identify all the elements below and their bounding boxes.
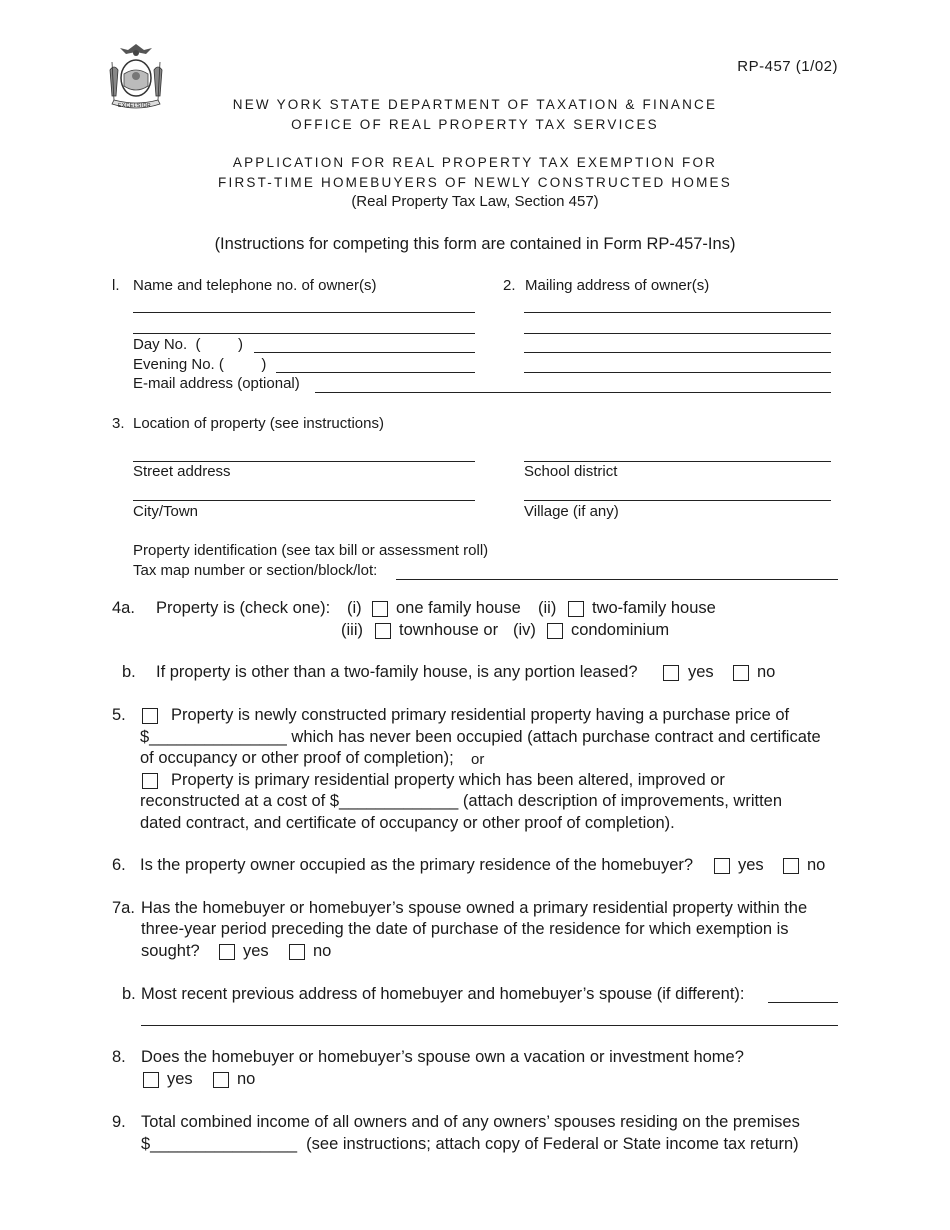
q4b-label: If property is other than a two-family house, is any portion leased? xyxy=(156,663,638,681)
q7b-label: Most recent previous address of homebuyer and homebuyer’s spouse (if different): xyxy=(141,985,745,1003)
q7b-number: b. xyxy=(122,985,136,1003)
owner-name-line-2[interactable] xyxy=(133,333,475,334)
vacation-home-no-checkbox[interactable] xyxy=(213,1072,229,1088)
q9-line-2: $________________ (see instructions; attach copy of Federal or State income tax return) xyxy=(141,1135,799,1153)
leased-yes-checkbox[interactable] xyxy=(663,665,679,681)
q5-b-line-1: Property is primary residential property which has been altered, improved or xyxy=(171,771,725,789)
school-district-line[interactable] xyxy=(524,461,831,462)
city-town-line[interactable] xyxy=(133,500,475,501)
q3-label: Location of property (see instructions) xyxy=(133,415,384,432)
townhouse-checkbox[interactable] xyxy=(375,623,391,639)
condominium-label: condominium xyxy=(571,621,670,639)
q8-number: 8. xyxy=(112,1048,126,1066)
school-district-label: School district xyxy=(524,463,618,480)
q5-a-line-2: $_______________ which has never been occupied (attach purchase contract and certificate xyxy=(140,728,821,746)
village-label: Village (if any) xyxy=(524,503,619,520)
property-id-label: Property identification (see tax bill or assessment roll) xyxy=(133,542,489,559)
q4a-ii: (ii) xyxy=(538,599,557,617)
q5-a-line-3: of occupancy or other proof of completion); xyxy=(140,749,454,767)
one-family-house-checkbox[interactable] xyxy=(372,601,388,617)
previous-address-line-1[interactable] xyxy=(768,1002,838,1003)
mailing-address-line-3[interactable] xyxy=(524,352,831,353)
q7a-line-2: three-year period preceding the date of purchase of the residence for which exemption is xyxy=(141,920,789,938)
leased-no-label: no xyxy=(757,663,776,681)
q5-b-line-2: reconstructed at a cost of $_____________ (attach description of improvements, written xyxy=(140,792,783,810)
owner-occupied-no-label: no xyxy=(807,856,826,874)
email-line[interactable] xyxy=(315,392,831,393)
email-label: E-mail address (optional) xyxy=(133,375,300,392)
q7a-line-3: sought? xyxy=(141,942,200,960)
day-phone-line[interactable] xyxy=(254,352,475,353)
street-address-line[interactable] xyxy=(133,461,475,462)
q3-number: 3. xyxy=(112,415,125,432)
evening-phone-label: Evening No. ( ) xyxy=(133,356,267,373)
one-family-house-label: one family house xyxy=(396,599,521,617)
evening-phone-line[interactable] xyxy=(276,372,475,373)
owner-occupied-no-checkbox[interactable] xyxy=(783,858,799,874)
q9-number: 9. xyxy=(112,1113,126,1131)
q5-or: or xyxy=(471,751,485,768)
q7a-line-1: Has the homebuyer or homebuyer’s spouse owned a primary residential property within the xyxy=(141,899,808,917)
two-family-house-label: two-family house xyxy=(592,599,716,617)
vacation-home-no-label: no xyxy=(237,1070,256,1088)
leased-no-checkbox[interactable] xyxy=(733,665,749,681)
owner-name-line-1[interactable] xyxy=(133,312,475,313)
q6-number: 6. xyxy=(112,856,126,874)
q4a-iii: (iii) xyxy=(341,621,363,639)
townhouse-label: townhouse or xyxy=(399,621,499,639)
form-id: RP-457 (1/02) xyxy=(737,58,838,75)
leased-yes-label: yes xyxy=(688,663,714,681)
q1-number: l. xyxy=(112,277,120,294)
prior-owned-yes-checkbox[interactable] xyxy=(219,944,235,960)
q7a-number: 7a. xyxy=(112,899,135,917)
tax-map-label: Tax map number or section/block/lot: xyxy=(133,562,378,579)
condominium-checkbox[interactable] xyxy=(547,623,563,639)
q5-b-line-3: dated contract, and certificate of occupancy or other proof of completion). xyxy=(140,814,675,832)
q2-label: Mailing address of owner(s) xyxy=(525,277,710,294)
q4b-number: b. xyxy=(122,663,136,681)
day-phone-label: Day No. ( ) xyxy=(133,336,244,353)
q4a-i: (i) xyxy=(347,599,362,617)
vacation-home-yes-checkbox[interactable] xyxy=(143,1072,159,1088)
mailing-address-line-2[interactable] xyxy=(524,333,831,334)
owner-occupied-yes-checkbox[interactable] xyxy=(714,858,730,874)
form-title-2: FIRST-TIME HOMEBUYERS OF NEWLY CONSTRUCTED HOMES xyxy=(218,175,732,190)
vacation-home-yes-label: yes xyxy=(167,1070,193,1088)
altered-improved-checkbox[interactable] xyxy=(142,773,158,789)
q2-number: 2. xyxy=(503,277,516,294)
q6-label: Is the property owner occupied as the primary residence of the homebuyer? xyxy=(140,856,694,874)
tax-map-line[interactable] xyxy=(396,579,838,580)
form-title-1: APPLICATION FOR REAL PROPERTY TAX EXEMPTION FOR xyxy=(232,155,718,170)
city-town-label: City/Town xyxy=(133,503,199,520)
newly-constructed-checkbox[interactable] xyxy=(142,708,158,724)
q4a-iv: (iv) xyxy=(513,621,536,639)
previous-address-line-2[interactable] xyxy=(141,1025,838,1026)
prior-owned-no-label: no xyxy=(313,942,332,960)
street-address-label: Street address xyxy=(133,463,231,480)
dept-name: NEW YORK STATE DEPARTMENT OF TAXATION & FINANCE xyxy=(232,97,718,112)
prior-owned-yes-label: yes xyxy=(243,942,269,960)
mailing-address-line-1[interactable] xyxy=(524,312,831,313)
q4a-label: Property is (check one): xyxy=(156,599,331,617)
law-reference: (Real Property Tax Law, Section 457) xyxy=(351,193,599,210)
seal-motto: EXCELSIOR xyxy=(118,103,152,109)
office-name: OFFICE OF REAL PROPERTY TAX SERVICES xyxy=(291,117,659,132)
q4a-number: 4a. xyxy=(112,599,135,617)
owner-occupied-yes-label: yes xyxy=(738,856,764,874)
q9-line-1: Total combined income of all owners and of any owners’ spouses residing on the premises xyxy=(141,1113,800,1131)
instructions-note: (Instructions for competing this form are contained in Form RP-457-Ins) xyxy=(214,235,736,253)
village-line[interactable] xyxy=(524,500,831,501)
q5-number: 5. xyxy=(112,706,126,724)
q8-label: Does the homebuyer or homebuyer’s spouse own a vacation or investment home? xyxy=(141,1048,744,1066)
two-family-house-checkbox[interactable] xyxy=(568,601,584,617)
mailing-address-line-4[interactable] xyxy=(524,372,831,373)
q1-label: Name and telephone no. of owner(s) xyxy=(133,277,377,294)
q5-a-line-1: Property is newly constructed primary residential property having a purchase price of xyxy=(171,706,790,724)
prior-owned-no-checkbox[interactable] xyxy=(289,944,305,960)
